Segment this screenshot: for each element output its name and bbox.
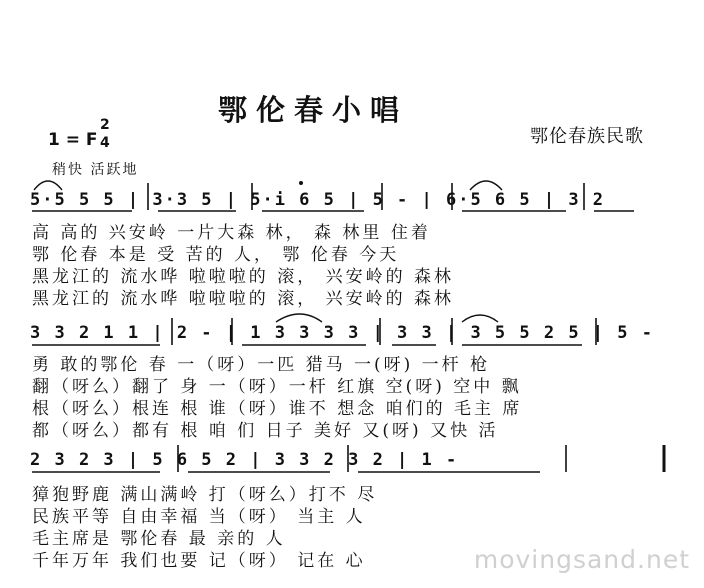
lyric-line-2-3: 根（呀么）根连 根 谁（呀）谁不 想念 咱们的 毛主 席	[32, 399, 523, 419]
time-signature-top: 2	[100, 117, 110, 133]
slur	[462, 315, 498, 322]
slur	[470, 181, 502, 190]
watermark: movingsand.net	[473, 545, 690, 574]
composer-credit: 鄂伦春族民歌	[530, 126, 644, 147]
lyric-line-3-1: 獐狍野鹿 满山满岭 打（呀么）打不 尽	[32, 485, 378, 505]
slur	[34, 181, 62, 190]
slur	[276, 314, 322, 322]
notation-system-1: 5·5 5 5 | 3·3 5 | 5·i 6 5 | 5 - | 6·5 6 5 | 3 2	[30, 190, 606, 210]
key-signature: 1 = F	[48, 130, 98, 150]
lyric-line-1-4: 黑龙江的 流水哗 啦啦啦的 滚， 兴安岭的 森林	[32, 289, 455, 309]
lyric-line-2-1: 勇 敢的鄂伦 春 一（呀）一匹 猎马 一(呀) 一杆 枪	[32, 355, 491, 375]
lyric-line-1-1: 高 高的 兴安岭 一片大森 林， 森 林里 住着	[32, 223, 431, 243]
lyric-line-2-4: 都（呀么）都有 根 咱 们 日子 美好 又(呀) 又快 活	[32, 421, 499, 441]
lyric-line-3-3: 毛主席是 鄂伦春 最 亲的 人	[32, 529, 286, 549]
high-octave-dot	[299, 181, 303, 185]
song-title: 鄂伦春小唱	[218, 93, 409, 127]
tempo-marking: 稍快 活跃地	[52, 162, 139, 178]
lyric-line-2-2: 翻（呀么）翻了 身 一（呀）一杆 红旗 空(呀) 空中 飘	[32, 377, 522, 397]
lyric-line-3-2: 民族平等 自由幸福 当（呀） 当主 人	[32, 507, 366, 527]
notation-system-3: 2 3 2 3 | 5 6 5 2 | 3 3 2 3 2 | 1 -	[30, 450, 459, 470]
time-signature-bottom: 4	[100, 135, 110, 151]
lyric-line-1-2: 鄂 伦春 本是 受 苦的 人， 鄂 伦春 今天	[32, 245, 400, 265]
lyric-line-1-3: 黑龙江的 流水哗 啦啦啦的 滚， 兴安岭的 森林	[32, 267, 455, 287]
lyric-line-3-4: 千年万年 我们也要 记（呀） 记在 心	[32, 551, 366, 571]
notation-system-2: 3 3 2 1 1 | 2 - | 1 3 3 3 3 | 3 3 | 3 5 5 2 5 | 5 -	[30, 323, 654, 343]
